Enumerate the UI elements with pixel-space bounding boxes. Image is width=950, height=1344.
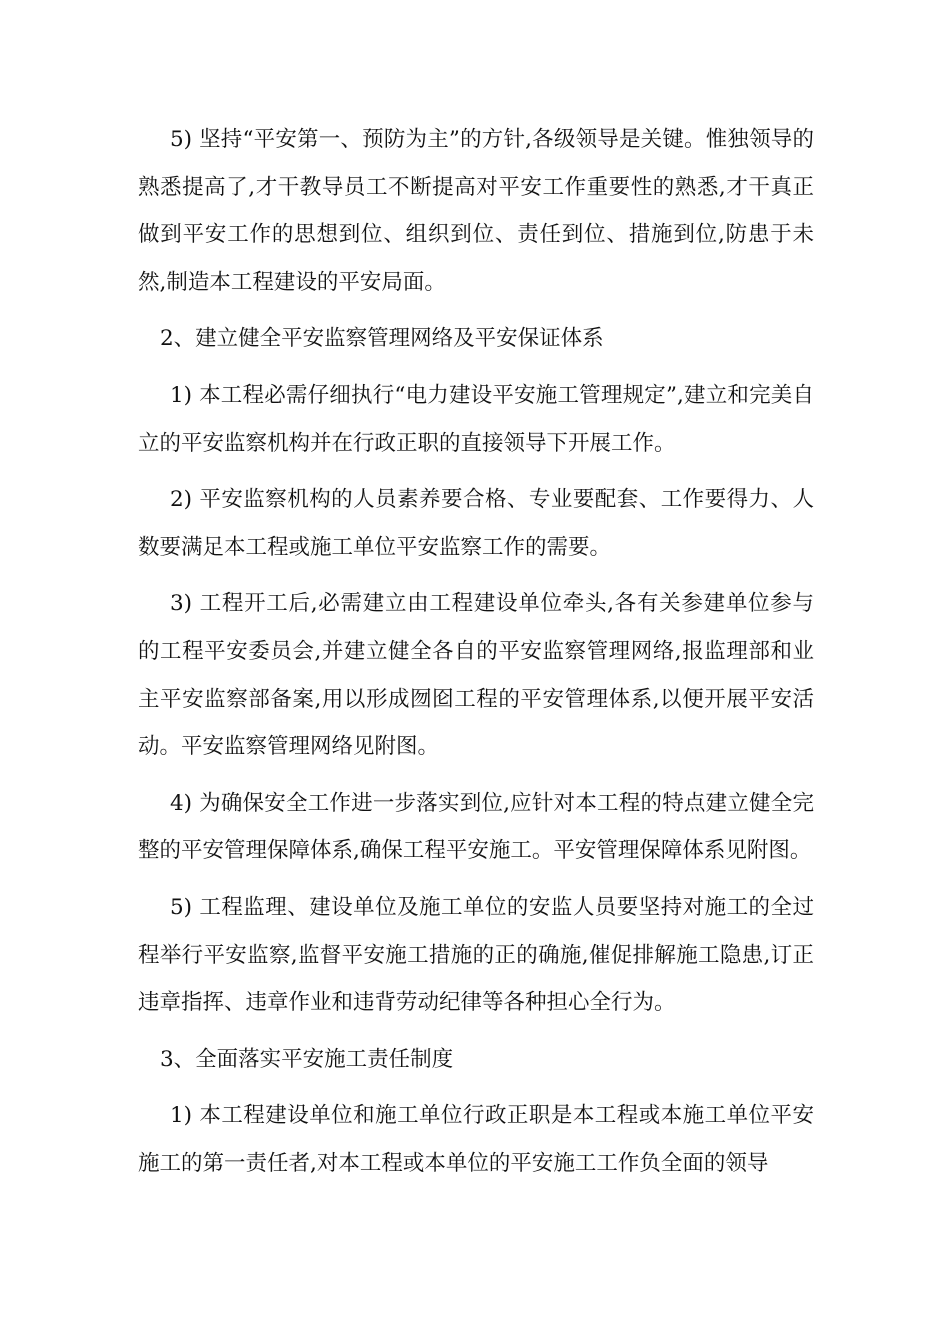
document-body bbox=[138, 116, 814, 1196]
paragraph-safety-regulations: 1) 本工程必需仔细执行“电力建设平安施工管理规定”,建立和完美自立的平安监察机构并在行政正职的直接领导下开展工作。 bbox=[138, 382, 814, 456]
paragraph-safety-assurance-system: 4) 为确保安全工作进一步落实到位,应针对本工程的特点建立健全完整的平安管理保障体系,确保工程平安施工。平安管理保障体系见附图。 bbox=[138, 790, 814, 864]
paragraph-staff-quality: 2) 平安监察机构的人员素养要合格、专业要配套、工作要得力、人数要满足本工程或施工单位平安监察工作的需要。 bbox=[138, 487, 814, 560]
paragraph-leadership-commitment: 5) 坚持“平安第一、预防为主”的方针,各级领导是关键。惟独领导的熟悉提高了,才干教导员工不断提高对平安工作重要性的熟悉,才干真正做到平安工作的思想到位、组织到位、责任到位、措施到位,防患于未然,制造本工程建设的平安局面。 bbox=[138, 127, 814, 295]
section-heading-safety-network: 2、建立健全平安监察管理网络及平安保证体系 bbox=[160, 326, 604, 352]
paragraph-first-responsible-person: 1) 本工程建设单位和施工单位行政正职是本工程或本施工单位平安施工的第一责任者,对本工程或本单位的平安施工工作负全面的领导 bbox=[138, 1103, 814, 1176]
paragraph-supervision-process: 5) 工程监理、建设单位及施工单位的安监人员要坚持对施工的全过程举行平安监察,监督平安施工措施的正的确施,催促排解施工隐患,订正违章指挥、违章作业和违背劳动纪律等各种担心全行为。 bbox=[138, 894, 814, 1016]
paragraph-safety-committee: 3) 工程开工后,必需建立由工程建设单位牵头,各有关参建单位参与的工程平安委员会,并建立健全各自的平安监察管理网络,报监理部和业主平安监察部备案,用以形成囫囵工程的平安管理体系,以便开展平安活动。平安监察管理网络见附图。 bbox=[138, 591, 814, 760]
section-heading-responsibility-system: 3、全面落实平安施工责任制度 bbox=[160, 1046, 454, 1072]
